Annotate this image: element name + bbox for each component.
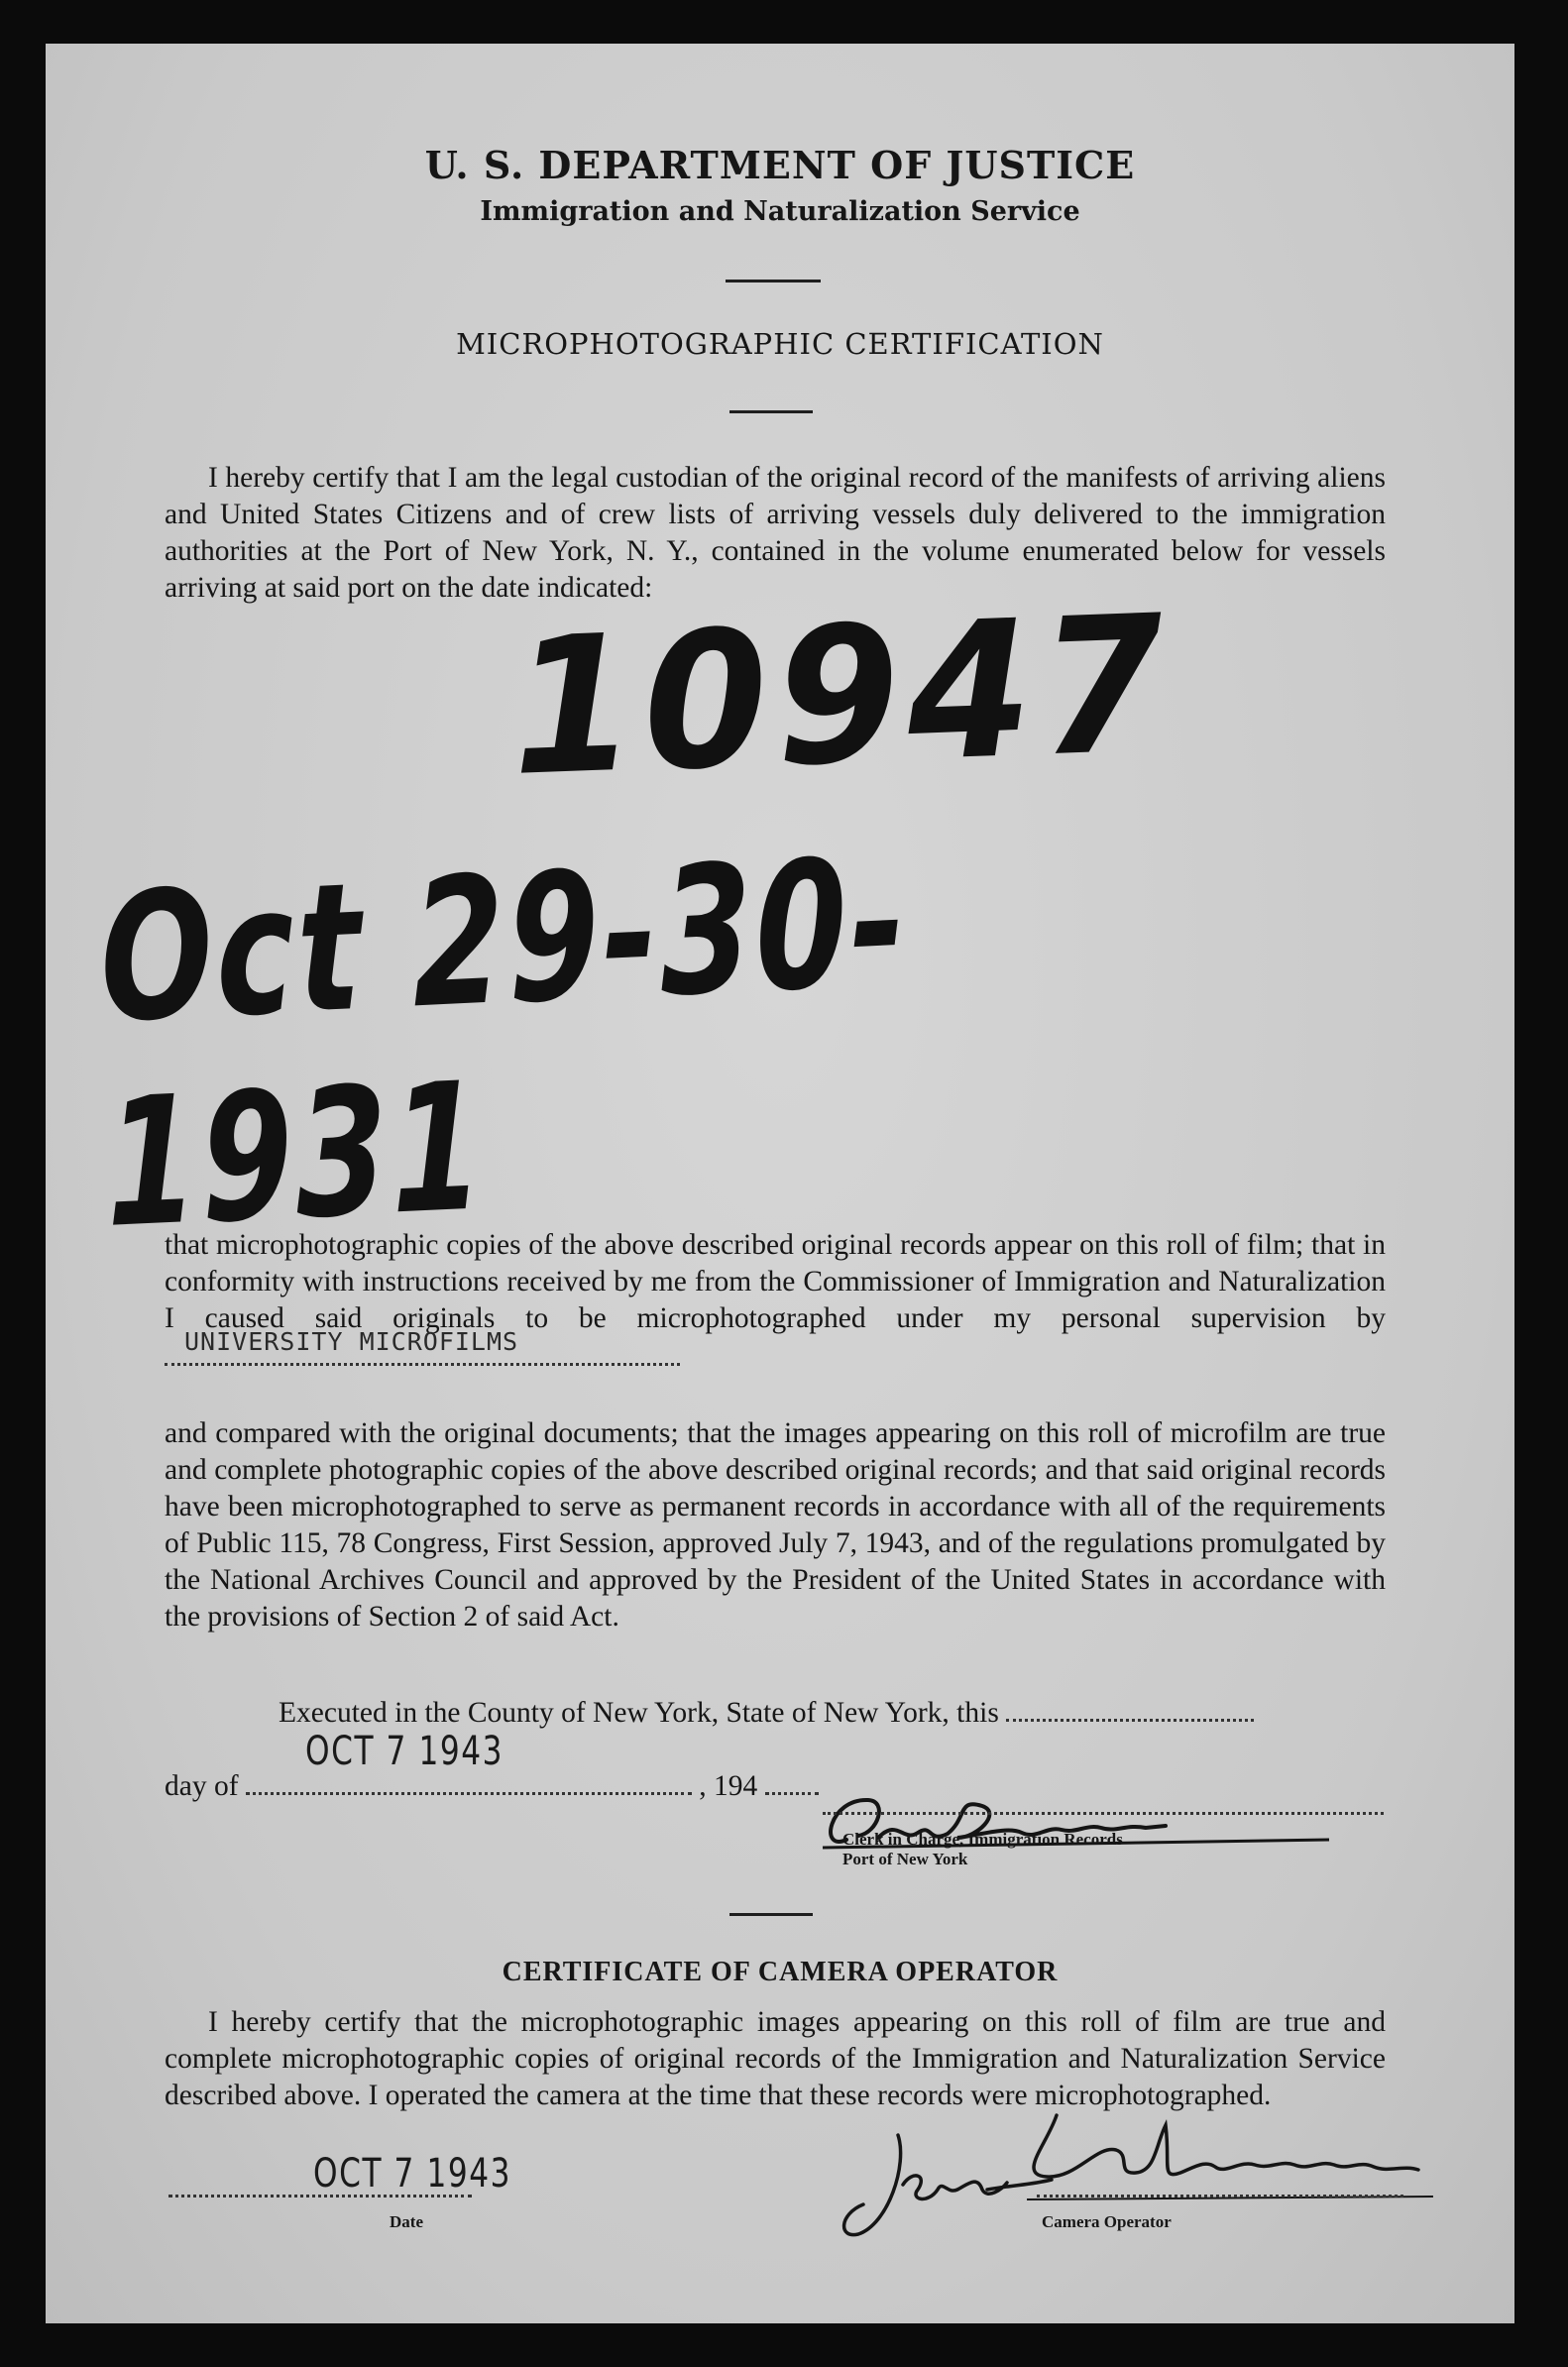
day-of-date-stamp: OCT 7 1943 <box>305 1729 504 1774</box>
executed-dots <box>1006 1719 1254 1722</box>
day-of-label: day of <box>165 1770 239 1802</box>
camera-operator-paragraph: I hereby certify that the microphotographic images appearing on this roll of film are true and complete microphotographic copies of original records of the Immigration and Naturalization Service described above. I operated the camera at the time that these records were microphotographed. <box>165 2006 1386 2111</box>
executed-text: Executed in the County of New York, State of New York, this <box>279 1697 999 1729</box>
clerk-signature-line <box>823 1812 1384 1815</box>
body-paragraph-2: and compared with the original documents; that the images appearing on this roll of microfilm are true and complete photographic copies of the above described original records; and that said original records have been microphotographed to serve as permanent records in accordance with all of the requirements of Public 115, 78 Congress, First Session, approved July 7, 1943, and of the regulations promulgated by the National Archives Council and approved by the President of the United States in accordance with the provisions of Section 2 of said Act. <box>165 1417 1386 1633</box>
day-of-dots <box>246 1792 692 1795</box>
divider <box>726 280 821 282</box>
filmed-by-typed: UNIVERSITY MICROFILMS <box>184 1327 519 1356</box>
clerk-title-line-2: Port of New York <box>842 1850 968 1868</box>
year-prefix: , 194 <box>699 1770 758 1802</box>
certificate-sheet <box>46 44 1514 2323</box>
clerk-title-line-1: Clerk in Charge, Immigration Records <box>842 1830 1123 1849</box>
executed-line <box>165 1695 1386 1732</box>
service-subheading: Immigration and Naturalization Service <box>480 196 1080 227</box>
handwritten-volume-number: 10947 <box>507 574 1176 818</box>
divider <box>729 1913 813 1916</box>
camera-date-stamp: OCT 7 1943 <box>313 2151 512 2197</box>
camera-operator-title: CERTIFICATE OF CAMERA OPERATOR <box>502 1957 1059 1987</box>
camera-operator-label: Camera Operator <box>1042 2212 1172 2231</box>
camera-date-label: Date <box>390 2212 423 2231</box>
divider <box>729 410 813 413</box>
filmed-by-line <box>165 1327 680 1366</box>
clerk-title <box>842 1830 1123 1869</box>
operator-signature-line <box>1037 2195 1403 2198</box>
body-text-1: that microphotographic copies of the above described original records appear on this roll of film; that in conformity with instructions received by me from the Commissioner of Immigration and Naturalization I caused said originals to be microphotographed under my personal supervision by <box>165 1229 1386 1334</box>
intro-paragraph: I hereby certify that I am the legal custodian of the original record of the manifests of arriving aliens and United States Citizens and of crew lists of arriving vessels duly delivered to the immigration authorities at the Port of New York, N. Y., contained in the volume enumerated below for vessels arriving at said port on the date indicated: <box>165 462 1386 604</box>
body-paragraph-1 <box>165 1227 1386 1376</box>
handwritten-volume-date: Oct 29-30-1931 <box>97 819 911 1267</box>
department-heading: U. S. DEPARTMENT OF JUSTICE <box>424 143 1136 187</box>
certification-title: MICROPHOTOGRAPHIC CERTIFICATION <box>456 327 1104 361</box>
